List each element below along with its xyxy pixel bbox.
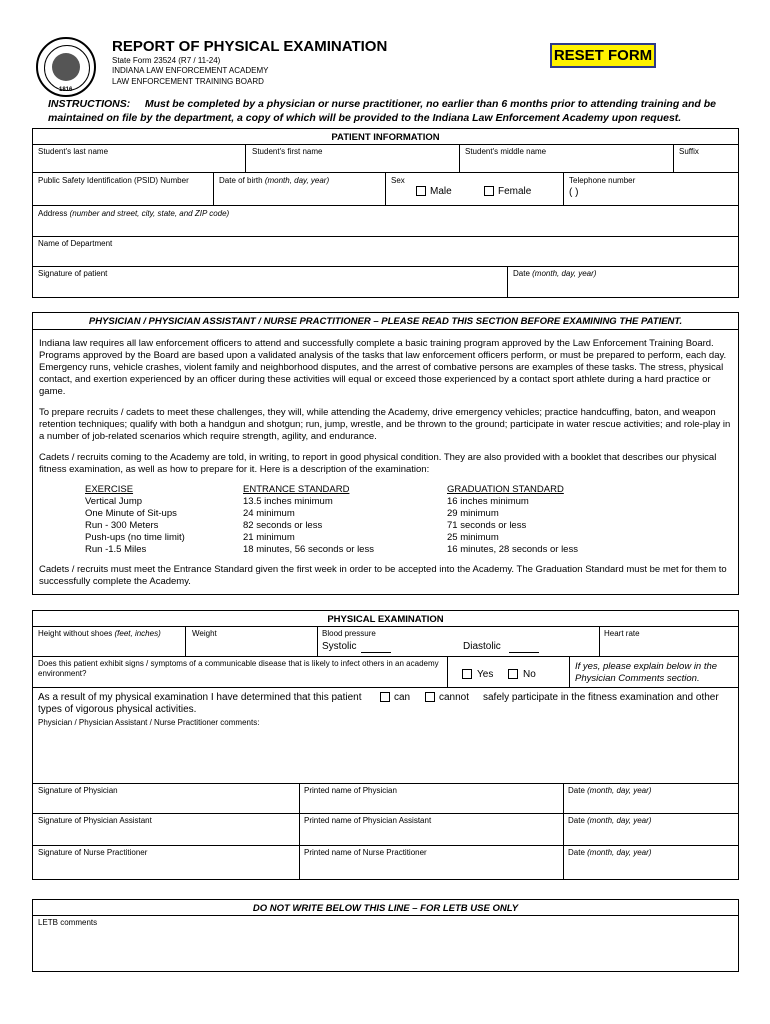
physician-printed-name-label: Printed name of Physician [304,786,397,795]
diastolic-label: Diastolic [463,641,501,652]
heart-rate-label: Heart rate [604,629,640,638]
requirements-paragraph: Indiana law requires all law enforcement officers to attend and successfully complete a basic training program approved by the Law Enforcement Training Board. Programs approved by the Board are based upon a validated analysis of the tasks that law enforcement officers perform, or must be prepared to perform, each day. Emergency runs, vehicle crashes, violent family and neighborhood disputes, and the arrest of combative persons are examples of these tasks. The stress, physical contact, and exertion experienced by an officer during these activities will equal or exceed those experienced by a contact sport athlete during a hard practice or game. [39,338,727,397]
cannot-checkbox[interactable] [425,692,435,702]
divider [459,144,460,172]
height-label-text: Height without shoes [38,629,113,638]
pa-printed-name-label: Printed name of Physician Assistant [304,816,432,825]
last-name-label: Student's last name [38,147,109,156]
patient-signature-label: Signature of patient [38,269,108,278]
diastolic-field[interactable] [509,652,539,653]
divider [317,626,318,656]
divider [33,329,738,330]
divider [385,172,386,205]
determination-line2: types of vigorous physical activities. [38,704,197,715]
divider [33,656,738,657]
divider [299,783,300,879]
height-label [38,629,161,638]
department-label: Name of Department [38,239,113,248]
physician-signature-label: Signature of Physician [38,786,118,795]
letb-comments-label: LETB comments [38,918,98,927]
systolic-field[interactable] [361,652,391,653]
np-printed-name-label: Printed name of Nurse Practitioner [304,848,427,857]
entrance-cell: 13.5 inches minimum [243,496,333,507]
physical-exam-heading: PHYSICAL EXAMINATION [327,614,444,625]
exercise-cell: Run -1.5 Miles [85,544,147,555]
divider [245,144,246,172]
dob-label [219,176,329,185]
divider [33,813,738,814]
patient-date-label [513,269,596,278]
dob-hint: (month, day, year) [264,176,330,185]
seal-year: 1816 [59,87,73,93]
graduation-cell: 29 minimum [447,508,499,519]
divider [673,144,674,172]
exercise-cell: Vertical Jump [85,496,143,507]
exam-description-paragraph: Cadets / recruits coming to the Academy are told, in writing, to report in good physical condition. They are also provided with a booklet that describes our physical fitness examination, as well as how to prepare for it. Here is a description of the examination: [39,452,717,475]
physician-comments-label: Physician / Physician Assistant / Nurse Practitioner comments: [38,718,260,727]
training-paragraph: To prepare recruits / cadets to meet these challenges, they will, while attending the Academy, drive emergency vehicles; practice handcuffing, baton, and weapon retention techniques; qualify with both a handgun and shotgun; run, jump, wrestle, and be thrown to the ground; participate in water rescue activities; and role-play in a number of job-related scenarios which require strength, agility, and endurance. [39,407,731,442]
date-label-text: Date [513,269,530,278]
standards-paragraph: Cadets / recruits must meet the Entrance Standard given the first week in order to be accepted into the Academy. The Graduation Standard must be met for them to successfully complete the Academy. [39,564,727,587]
entrance-cell: 82 seconds or less [243,520,323,531]
exercise-cell: Push-ups (no time limit) [85,532,185,543]
exercise-header: EXERCISE [85,484,134,495]
address-label [38,209,229,218]
exercise-cell: Run - 300 Meters [85,520,159,531]
graduation-header: GRADUATION STANDARD [447,484,564,495]
form-number: State Form 23524 (R7 / 11-24) [112,56,221,65]
board-name: LAW ENFORCEMENT TRAINING BOARD [112,77,264,86]
physician-date-label [568,786,651,795]
np-date-label [568,848,651,857]
yes-checkbox[interactable] [462,669,472,679]
dob-label-text: Date of birth [219,176,263,185]
divider [33,144,738,145]
graduation-cell: 16 minutes, 28 seconds or less [447,544,578,555]
female-checkbox[interactable] [484,186,494,196]
letb-heading: DO NOT WRITE BELOW THIS LINE – FOR LETB USE ONLY [252,903,519,914]
letb-box [32,899,739,972]
blood-pressure-label: Blood pressure [322,629,376,638]
patient-information-box [32,128,739,298]
divider [33,266,738,267]
graduation-cell: 16 inches minimum [447,496,529,507]
date-hint: (month, day, year) [587,848,652,857]
date-hint: (month, day, year) [587,816,652,825]
divider [563,783,564,879]
psid-label: Public Safety Identification (PSID) Number [38,176,189,185]
determination-prefix: As a result of my physical examination I have determined that this patient [38,692,362,703]
graduation-cell: 71 seconds or less [447,520,527,531]
divider [569,656,570,687]
divider [185,626,186,656]
date-label-text: Date [568,816,585,825]
patient-info-heading: PATIENT INFORMATION [331,132,440,143]
divider [447,656,448,687]
male-label: Male [430,186,452,197]
systolic-label: Systolic [322,641,357,652]
divider [213,172,214,205]
date-label-text: Date [568,786,585,795]
physician-section-heading: PHYSICIAN / PHYSICIAN ASSISTANT / NURSE PRACTITIONER – PLEASE READ THIS SECTION BEFORE EXAMINING THE PATIENT. [88,316,683,327]
form-title: REPORT OF PHYSICAL EXAMINATION [112,38,388,55]
middle-name-label: Student's middle name [465,147,547,156]
male-checkbox[interactable] [416,186,426,196]
divider [33,687,738,688]
entrance-cell: 24 minimum [243,508,295,519]
date-label-text: Date [568,848,585,857]
agency-name: INDIANA LAW ENFORCEMENT ACADEMY [112,66,269,75]
divider [599,626,600,656]
no-label: No [523,669,536,680]
divider [33,626,738,627]
pa-date-label [568,816,651,825]
communicable-question: Does this patient exhibit signs / symptoms of a communicable disease that is likely to infect others in an academy environment? [38,659,439,678]
date-hint: (month, day, year) [532,269,597,278]
seal-emblem [52,53,80,81]
female-label: Female [498,186,532,197]
address-hint: (number and street, city, state, and ZIP code) [69,209,230,218]
entrance-header: ENTRANCE STANDARD [243,484,350,495]
divider [33,915,738,916]
exercise-cell: One Minute of Sit-ups [85,508,177,519]
sex-label: Sex [391,176,405,185]
graduation-cell: 25 minimum [447,532,499,543]
determination-suffix: safely participate in the fitness examination and other [483,692,719,703]
divider [33,783,738,784]
divider [563,172,564,205]
can-label: can [394,692,411,703]
no-checkbox[interactable] [508,669,518,679]
np-signature-label: Signature of Nurse Practitioner [38,848,148,857]
instructions [48,97,738,125]
divider [33,845,738,846]
instructions-label: INSTRUCTIONS: [48,98,131,110]
yes-label: Yes [477,669,494,680]
height-hint: (feet, inches) [114,629,161,638]
can-checkbox[interactable] [380,692,390,702]
phone-area-code[interactable]: ( ) [569,187,579,198]
first-name-label: Student's first name [252,147,323,156]
divider [33,205,738,206]
suffix-label: Suffix [679,147,699,156]
physical-exam-box [32,610,739,880]
entrance-cell: 18 minutes, 56 seconds or less [243,544,374,555]
phone-label: Telephone number [569,176,636,185]
instructions-text: Must be completed by a physician or nurse practitioner, no earlier than 6 months prior to attending training and be maintained on file by the department, a copy of which will be provided to the Indiana Law Enforcement Academy upon request. [48,98,717,124]
state-seal [36,37,96,97]
date-hint: (month, day, year) [587,786,652,795]
pa-signature-label: Signature of Physician Assistant [38,816,152,825]
cannot-label: cannot [439,692,470,703]
divider [33,236,738,237]
if-yes-note: If yes, please explain below in the Physician Comments section. [575,661,718,684]
reset-form-button[interactable]: RESET FORM [550,43,656,68]
divider [507,266,508,297]
physician-info-box [32,312,739,595]
address-label-text: Address [38,209,68,218]
weight-label: Weight [192,629,217,638]
entrance-cell: 21 minimum [243,532,295,543]
